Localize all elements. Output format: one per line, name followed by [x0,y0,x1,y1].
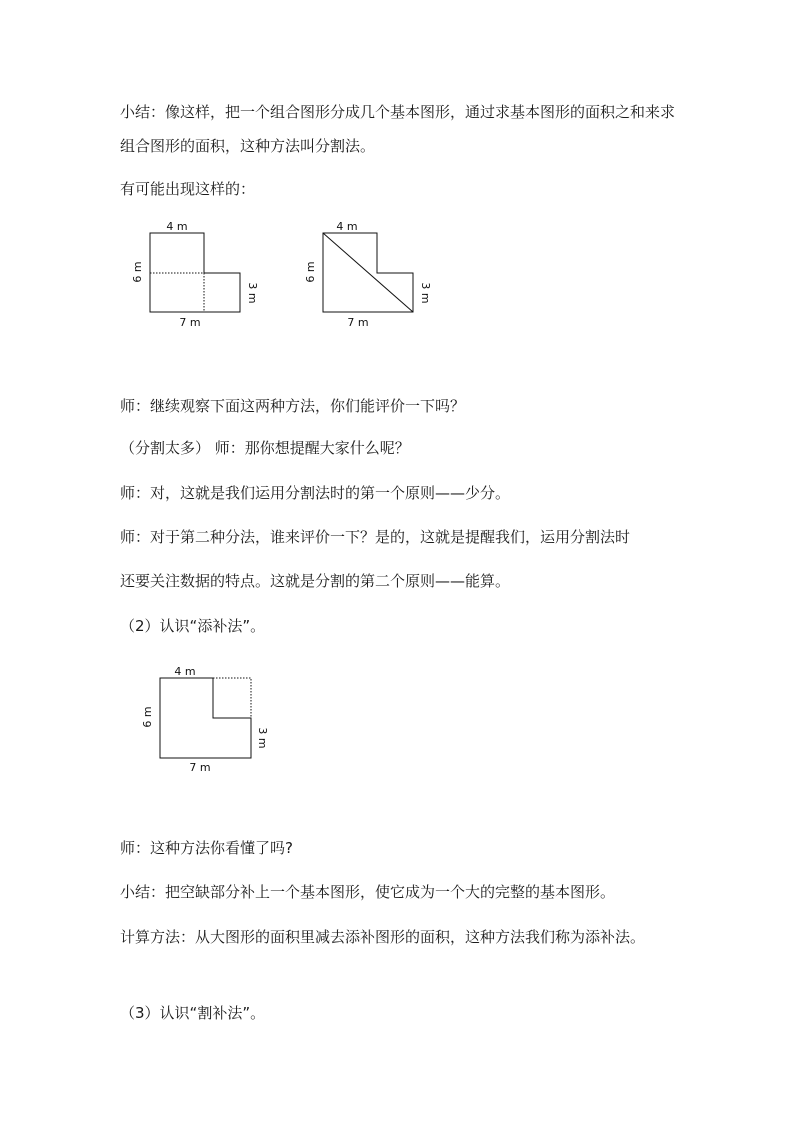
label-right-height: 3 m [419,282,432,304]
principle-two-line: 还要关注数据的特点。这就是分割的第二个原则——能算。 [120,572,511,590]
figure-split-horizontal [130,220,260,332]
too-many-line: （分割太多） 师：那你想提醒大家什么呢？ [120,439,410,457]
label-right-height: 3 m [256,727,269,749]
summary-split-paragraph: 小结：像这样，把一个组合图形分成几个基本图形，通过求基本图形的面积之和来求组合图形的面积，这种方法叫分割法。 [120,103,676,155]
label-top-width: 4 m [174,665,196,678]
l-shape-outline [160,678,251,758]
heading-fill-method: （2）认识“添补法”。 [120,617,266,635]
heading-cut-fill-method: （3）认识“割补法”。 [120,1004,266,1022]
label-height: 6 m [304,261,317,283]
teacher-understand-line: 师：这种方法你看懂了吗? [120,839,293,857]
label-height: 6 m [141,706,154,728]
label-height: 6 m [131,261,144,283]
label-top-width: 4 m [166,220,188,233]
possible-line: 有可能出现这样的： [120,180,256,198]
summary-fill-line: 小结：把空缺部分补上一个基本图形，使它成为一个大的完整的基本图形。 [120,883,616,901]
dotted-fill-rectangle [213,678,251,718]
figure-split-diagonal [303,220,433,332]
label-bottom-width: 7 m [347,316,369,329]
label-top-width: 4 m [336,220,358,233]
label-bottom-width: 7 m [179,316,201,329]
calc-method-paragraph: 计算方法：从大图形的面积里减去添补图形的面积，这种方法我们称为添补法。 [120,928,646,946]
teacher-observe-line: 师：继续观察下面这两种方法，你们能评价一下吗？ [120,397,466,415]
principle-one-line: 师：对，这就是我们运用分割法时的第一个原则——少分。 [120,484,511,502]
label-right-height: 3 m [246,282,259,304]
figure-fill-method [140,665,270,777]
second-method-line: 师：对于第二种分法，谁来评价一下？是的，这就是提醒我们，运用分割法时 [120,528,631,546]
label-bottom-width: 7 m [189,761,211,774]
